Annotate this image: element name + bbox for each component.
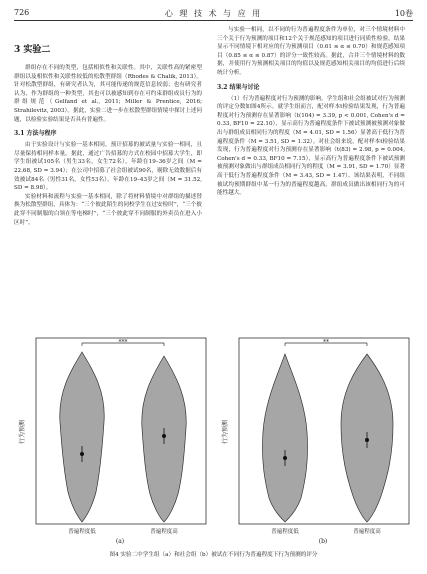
- significance-stars: **: [323, 339, 329, 346]
- figure-caption: 图4 实验二中学生组（a）和社会组（b）被试在不同行为普遍程度下行为预测的评分: [109, 552, 318, 558]
- journal-title: 心 理 技 术 与 应 用: [164, 9, 263, 18]
- panel-label: (a): [115, 538, 125, 545]
- x-tick-label-high: 普遍程度高: [353, 529, 381, 535]
- y-axis-label: 行为预测: [222, 419, 229, 445]
- mean-point-high: [365, 438, 369, 442]
- y-axis-label: 行为预测: [19, 419, 26, 445]
- right-column: [217, 26, 405, 198]
- header-rule: [14, 20, 413, 21]
- running-header: [14, 6, 413, 20]
- x-tick-label-low: 普遍程度低: [68, 529, 96, 535]
- volume-label: 10卷: [394, 9, 413, 18]
- page-number: 726: [14, 8, 30, 17]
- method-paragraph: 由于实验设计与实验一基本相同，预计招募的被试量与实验一相同，且尽量保持相同样本量。据此，通过广告招募的方式在校园中招募大学生，即学生组被试105名（男生33名，女生72名），年龄在19–36岁之间（M = 22.68, SD = 3.94）；在公司中招募了社会组被试90名，剔除无效数据后有效被试84名（男性31名，女性53名），年龄在19–43岁之间（M = 31.52, SD = 8.98）。: [14, 142, 202, 192]
- x-tick-label-high: 普遍程度高: [150, 529, 178, 535]
- section-title: 3 实验二: [14, 45, 51, 55]
- violin-low: [60, 352, 104, 522]
- mean-point-high: [162, 434, 166, 438]
- violin-low: [262, 354, 307, 522]
- subsection-title: 3.2 结果与讨论: [217, 83, 260, 91]
- mean-point-low: [80, 452, 84, 456]
- subsection-title: 3.1 方法与程序: [14, 130, 57, 138]
- panel-b: [217, 332, 413, 546]
- significance-stars: ***: [118, 339, 128, 346]
- left-column: [14, 42, 202, 227]
- results-paragraph: （1）行为普遍程度对行为预测的影响。学生组和社会组被试对行为预测的评定分数如图4所示。就学生组而言，配对样本t检验结果发现，行为普遍程度对行为预测存在显著影响（t(104) = 3.39, p < 0.001, Cohen's d = 0.33, BF10 = 22.10），显示高行为普遍程度条件下被试预测被预测对象做出与群组成员相同行为的程度（M = 4.01, SD = 1.56）显著高于低行为普遍程度条件（M = 3.51, SD = 1.32）。对社会组来说，配对样本t检验结果发现，行为普遍程度对行为预测存在显著影响（t(83) = 2.98, p = 0.004, Cohen's d = 0.33, BF10 = 7.15），显示高行为普遍程度条件下被试预测被预测对象做出与群组成员相同行为的程度（M = 3.91, SD = 1.70）显著高于低行为普遍程度条件（M = 3.43, SD = 1.47）。该结果表明，不同组被试均预期群组中某一行为的普遍程度越高，群组成员做出该相同行为的可能性越大。: [217, 95, 405, 197]
- material-paragraph: 实验材料和流程与实验一基本相同，除了将材料情境中对群组的描述替换为松散型群组，具体为：“三个彼此陌生的同校学生在过安检时”，“三个彼此穿不同制服的白领在等电梯时”，“三个彼此穿不同制服的外卖员在进入小区时”。: [14, 193, 202, 226]
- panel-label: (b): [318, 538, 328, 545]
- intro-paragraph: 群组存在不同的类型，包括相似性和关联性。其中，关联性高的紧密型群组以及相似性和关联性较低的松散型群组（Rhodes & Chalik, 2013）。针对松散型群组，有研究者认为，其可能传递的规范信息较弱；也有研究者认为，作为群组的一种类型，其也可以被感知到存在可约束群组成员行为的群组规范（Gelfand et al., 2011; Miller & Prentice, 2016; Strahilevitz, 2003）。据此，实验二进一步在松散型群组情境中探讨上述问题，以检验实验结果是否具有普遍性。: [14, 65, 202, 123]
- figure-4: [14, 332, 413, 546]
- mean-point-low: [283, 456, 287, 460]
- panel-a: [14, 332, 210, 546]
- x-tick-label-low: 普遍程度低: [271, 529, 299, 535]
- top-paragraph: 与实验一相同，以不同的行为普遍程度条件为单位，对三个情境材料中三个关于行为预测的项目和12个关于规范感知的项目进行同质性检验，结果显示不同情境下相对应的行为预测项目（0.61 ≤ α ≤ 0.70）和规范感知项目（0.85 ≤ α ≤ 0.87）的评分一致性较高。据此，合并三个情境材料的数据，并使用行为预测相关项目的均值以及规范感知相关项目的均值进行后续统计分析。: [217, 27, 405, 76]
